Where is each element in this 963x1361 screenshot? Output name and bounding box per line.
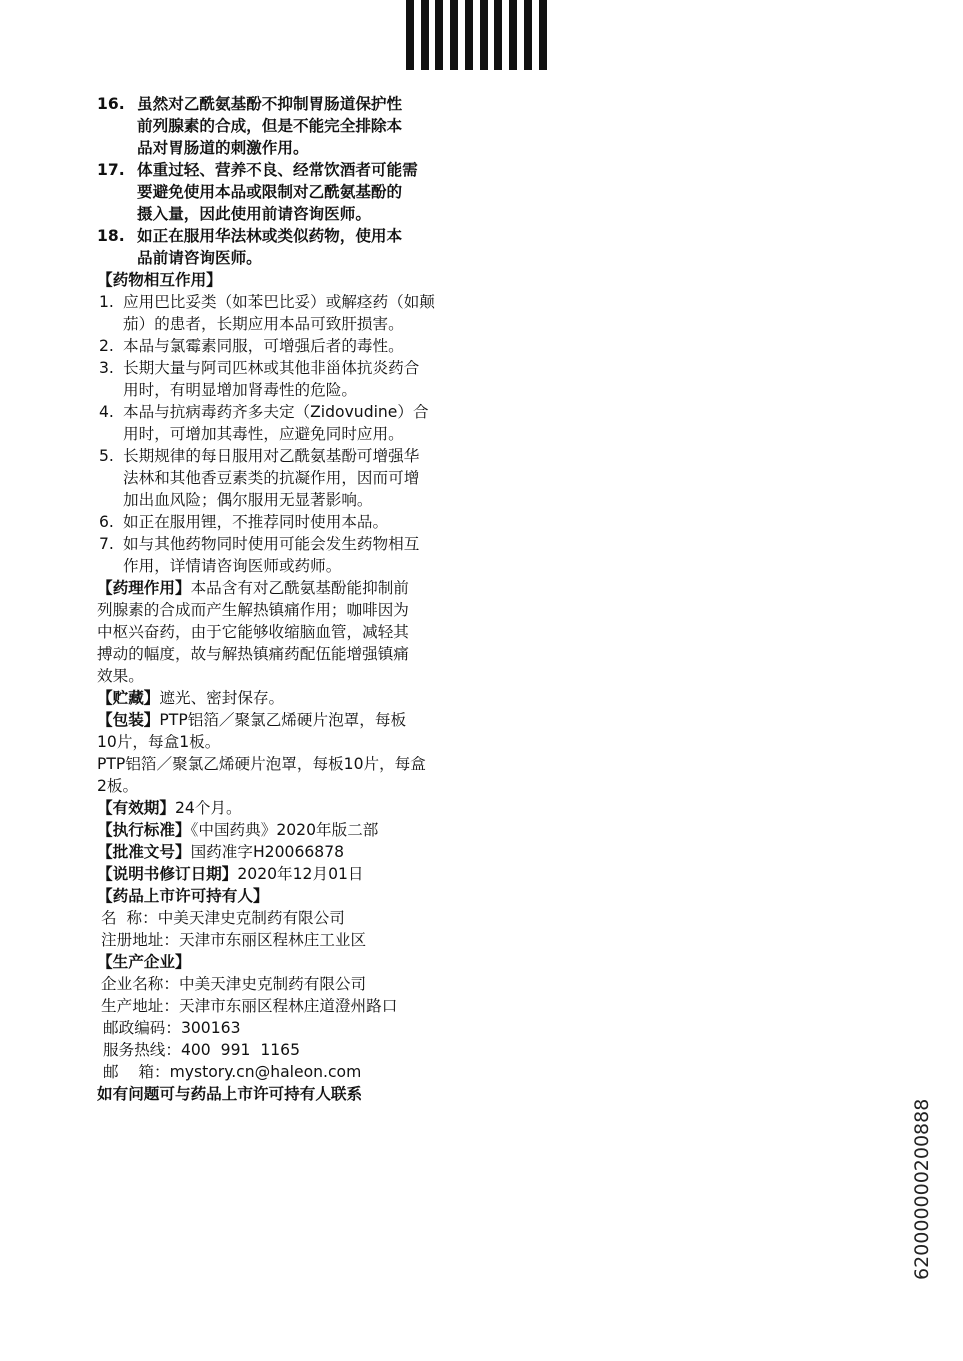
interaction-item-6: 6. 如正在服用锂，不推荐同时使用本品。: [99, 513, 389, 531]
item-number: 16.: [97, 95, 125, 113]
manufacturer-heading: 【生产企业】: [97, 953, 191, 971]
precaution-item-18: 18. 如正在服用华法林或类似药物，使用本 品前请咨询医师。: [97, 227, 403, 267]
interaction-item-4: 4. 本品与抗病毒药齐多夫定（Zidovudine）合 用时，可增加其毒性，应避免同时应用。: [99, 403, 429, 443]
holder-name: 名 称：中美天津史克制药有限公司: [101, 909, 345, 927]
item-number: 17.: [97, 161, 125, 179]
postcode: 邮政编码：300163: [103, 1019, 241, 1037]
pharmacology-section: 【药理作用】本品含有对乙酰氨基酚能抑制前 列腺素的合成而产生解热镇痛作用；咖啡因为 中枢兴奋药，由于它能够收缩脑血管，减轻其 搏动的幅度，故与解热镇痛药配伍能增强镇痛 效果。: [97, 579, 409, 685]
storage-heading: 【贮藏】: [97, 689, 160, 707]
email: 邮 箱：mystory.cn@haleon.com: [103, 1063, 362, 1081]
holder-address: 注册地址：天津市东丽区程林庄工业区: [101, 931, 367, 949]
packaging-section: 【包装】PTP铝箔／聚氯乙烯硬片泡罩，每板 10片，每盒1板。 PTP铝箔／聚氯乙烯硬片泡罩，每板10片，每盒 2板。: [97, 711, 426, 795]
manufacturer-section: [97, 951, 465, 1083]
approval-heading: 【批准文号】: [97, 843, 191, 861]
interaction-item-5: 5. 长期规律的每日服用对乙酰氨基酚可增强华 法林和其他香豆素类的抗凝作用，因而可增 加出血风险；偶尔服用无显著影响。: [99, 447, 420, 509]
holder-section: [97, 885, 465, 951]
precaution-item-17: 17. 体重过轻、营养不良、经常饮酒者可能需 要避免使用本品或限制对乙酰氨基酚的 摄入量，因此使用前请咨询医师。: [97, 161, 418, 223]
interaction-item-1: 1. 应用巴比妥类（如苯巴比妥）或解痉药（如颠 茄）的患者，长期应用本品可致肝损害。: [99, 293, 435, 333]
validity-heading: 【有效期】: [97, 799, 175, 817]
storage-section: 【贮藏】遮光、密封保存。: [97, 689, 285, 707]
standard-section: 【执行标准】《中国药典》2020年版二部: [97, 821, 379, 839]
manufacturer-address: 生产地址：天津市东丽区程林庄道澄州路口: [101, 997, 398, 1015]
approval-section: 【批准文号】国药准字H20066878: [97, 843, 345, 861]
interaction-item-3: 3. 长期大量与阿司匹林或其他非甾体抗炎药合 用时，有明显增加肾毒性的危险。: [99, 359, 420, 399]
service-hotline: 服务热线：400 991 1165: [103, 1041, 301, 1059]
pharmacology-heading: 【药理作用】: [97, 579, 191, 597]
interactions-heading: 【药物相互作用】: [97, 271, 222, 289]
manufacturer-name: 企业名称：中美天津史克制药有限公司: [101, 975, 367, 993]
barcode: [406, 0, 554, 70]
precaution-item-16: 16. 虽然对乙酰氨基酚不抑制胃肠道保护性 前列腺素的合成，但是不能完全排除本 品对胃肠道的刺激作用。: [97, 95, 403, 157]
leaflet-column: [97, 93, 465, 1105]
validity-section: 【有效期】24个月。: [97, 799, 242, 817]
interaction-item-7: 7. 如与其他药物同时使用可能会发生药物相互 作用，详情请咨询医师或药师。: [99, 535, 420, 575]
item-number: 18.: [97, 227, 125, 245]
standard-heading: 【执行标准】: [97, 821, 191, 839]
closing-note: 如有问题可与药品上市许可持有人联系: [97, 1085, 363, 1103]
vertical-code: 620000000200888: [911, 1098, 933, 1280]
interaction-item-2: 2. 本品与氯霉素同服，可增强后者的毒性。: [99, 337, 404, 355]
revision-section: 【说明书修订日期】2020年12月01日: [97, 865, 364, 883]
revision-heading: 【说明书修订日期】: [97, 865, 238, 883]
packaging-heading: 【包装】: [97, 711, 160, 729]
holder-heading: 【药品上市许可持有人】: [97, 887, 269, 905]
